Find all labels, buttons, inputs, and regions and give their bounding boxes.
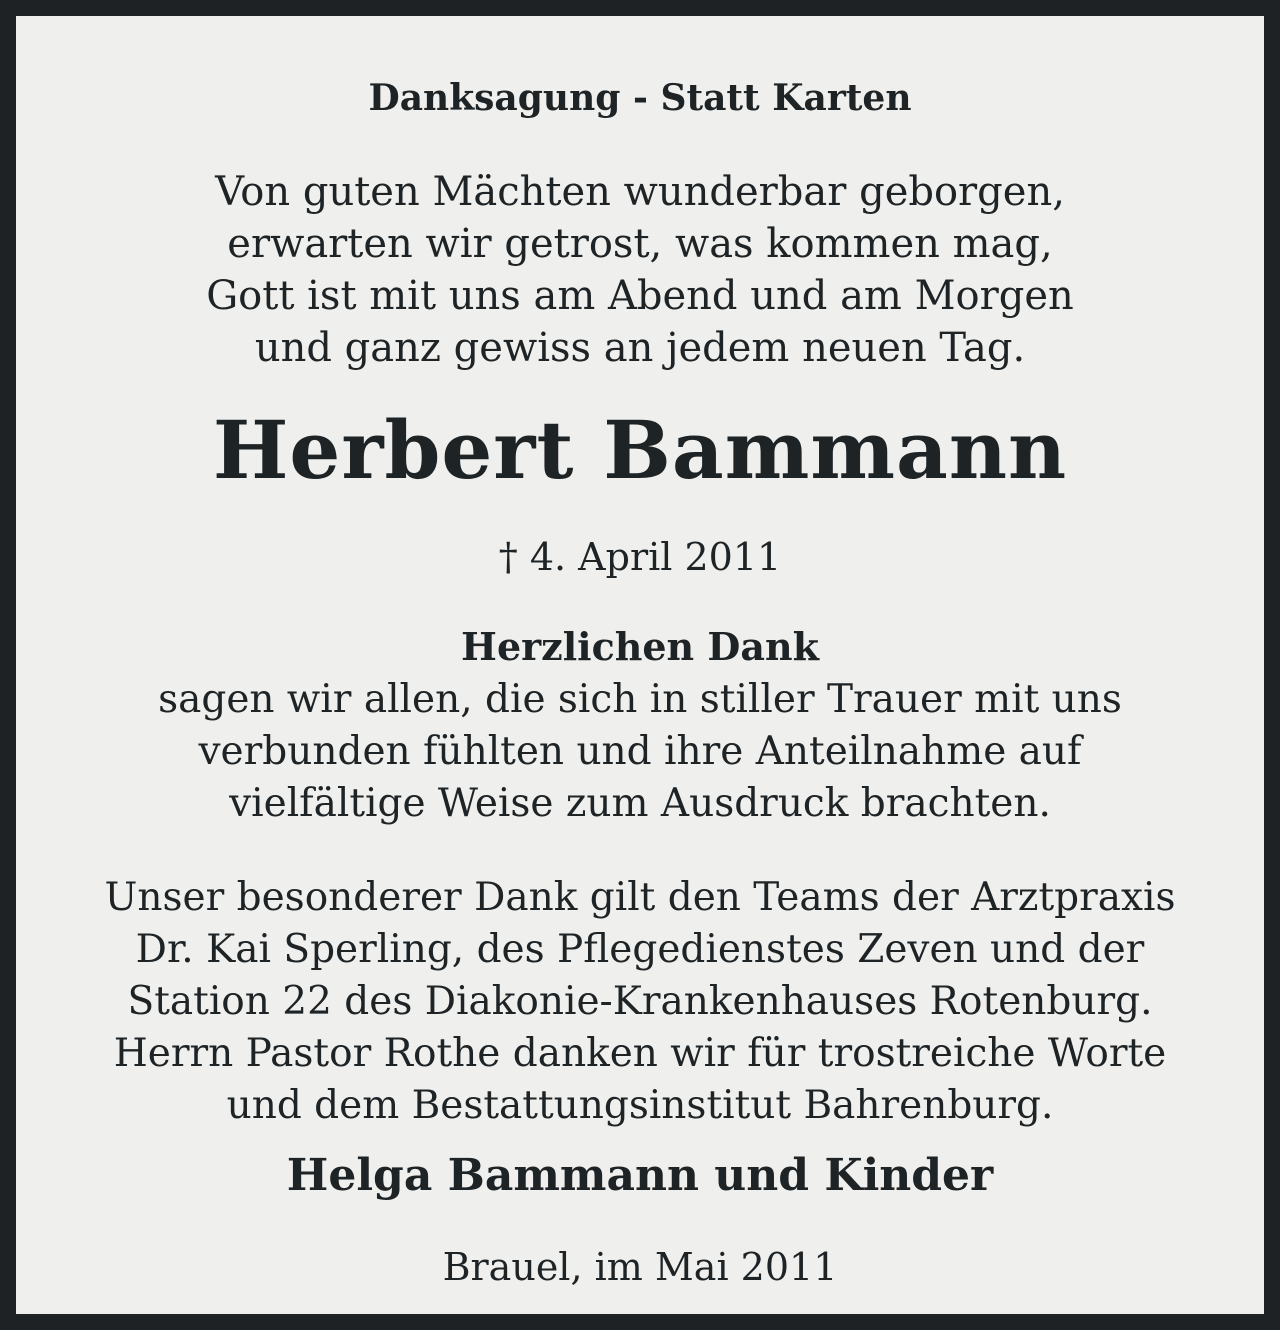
thanks-line-1: sagen wir allen, die sich in stiller Trauer mit uns: [158, 677, 1122, 722]
verse-line-1: Von guten Mächten wunderbar geborgen,: [215, 169, 1065, 215]
death-date: † 4. April 2011: [498, 535, 782, 579]
notice-heading: Danksagung - Statt Karten: [368, 77, 912, 119]
verse-line-2: erwarten wir getrost, was kommen mag,: [227, 221, 1053, 267]
verse-line-3: Gott ist mit uns am Abend und am Morgen: [206, 273, 1074, 319]
special-thanks-line-5: und dem Bestattungsinstitut Bahrenburg.: [226, 1083, 1054, 1128]
special-thanks-line-1: Unser besonderer Dank gilt den Teams der Arztpraxis: [104, 875, 1176, 920]
thanks-heading: Herzlichen Dank: [461, 624, 819, 669]
place-date: Brauel, im Mai 2011: [442, 1245, 838, 1289]
special-thanks-line-3: Station 22 des Diakonie-Krankenhauses Rotenburg.: [127, 979, 1153, 1024]
special-thanks-line-4: Herrn Pastor Rothe danken wir für trostreiche Worte: [113, 1031, 1167, 1076]
special-thanks-line-2: Dr. Kai Sperling, des Pflegedienstes Zeven und der: [135, 927, 1145, 972]
thanks-line-3: vielfältige Weise zum Ausdruck brachten.: [229, 781, 1051, 826]
verse-line-4: und ganz gewiss an jedem neuen Tag.: [254, 325, 1026, 371]
deceased-name: Herbert Bammann: [212, 403, 1068, 497]
signature: Helga Bammann und Kinder: [286, 1150, 994, 1201]
thanks-line-2: verbunden fühlten und ihre Anteilnahme auf: [198, 729, 1082, 774]
